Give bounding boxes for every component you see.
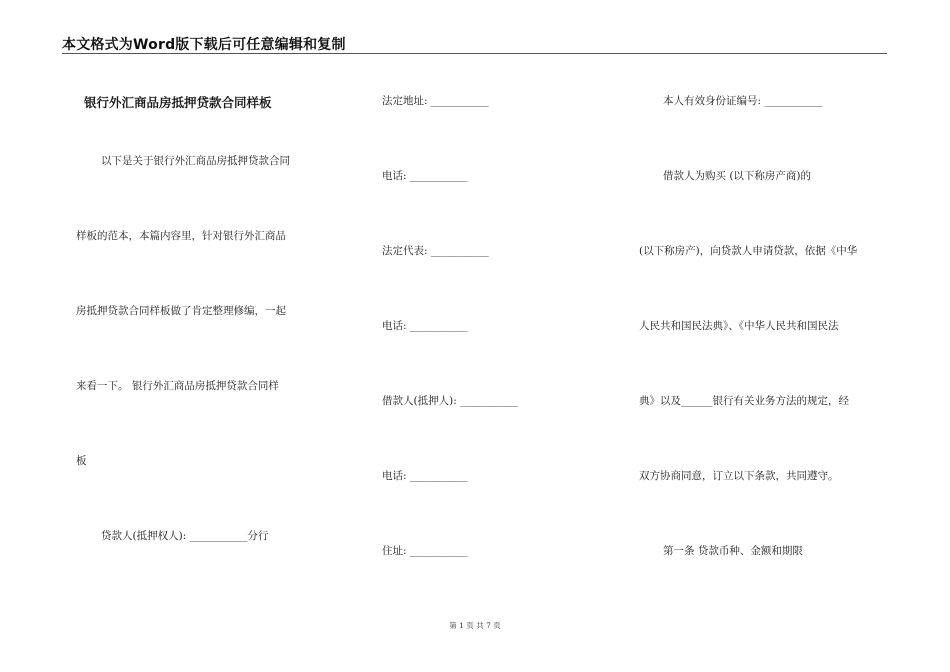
body-line: 双方协商同意，订立以下条款，共同遵守。 [639,470,839,482]
header-title: 本文格式为Word版下载后可任意编辑和复制 [62,37,346,53]
address-field: 住址: ___________ [382,545,468,557]
document-title: 银行外汇商品房抵押贷款合同样板 [84,95,272,110]
section-heading: 第一条 贷款币种、金额和期限 [663,545,803,557]
phone-field: 电话: ___________ [382,470,468,482]
body-line: 人民共和国民法典》、《中华人民共和国民法 [639,320,839,332]
header-divider [62,53,887,54]
body-line: 房抵押贷款合同样板做了肯定整理修编，一起 [76,305,286,317]
legal-address-field: 法定地址: ___________ [382,95,489,107]
body-line: 板 [76,455,87,467]
borrower-field: 借款人(抵押人): ___________ [382,395,518,407]
body-line: 以下是关于银行外汇商品房抵押贷款合同 [101,155,290,167]
page-number: 第 1 页 共 7 页 [449,621,501,630]
lender-field: 贷款人(抵押权人): ___________分行 [101,530,269,542]
id-number-field: 本人有效身份证编号: ___________ [663,95,823,107]
body-line: 典》以及______银行有关业务方法的规定，经 [639,395,849,407]
body-line: 样板的范本，本篇内容里，针对银行外汇商品 [76,230,286,242]
body-line: (以下称房产)，向贷款人申请贷款，依据《中华 [639,245,858,257]
body-line: 借款人为购买 (以下称房产商)的 [663,170,812,182]
phone-field: 电话: ___________ [382,170,468,182]
body-line: 来看一下。 银行外汇商品房抵押贷款合同样 [76,380,279,392]
phone-field: 电话: ___________ [382,320,468,332]
legal-representative-field: 法定代表: ___________ [382,245,489,257]
